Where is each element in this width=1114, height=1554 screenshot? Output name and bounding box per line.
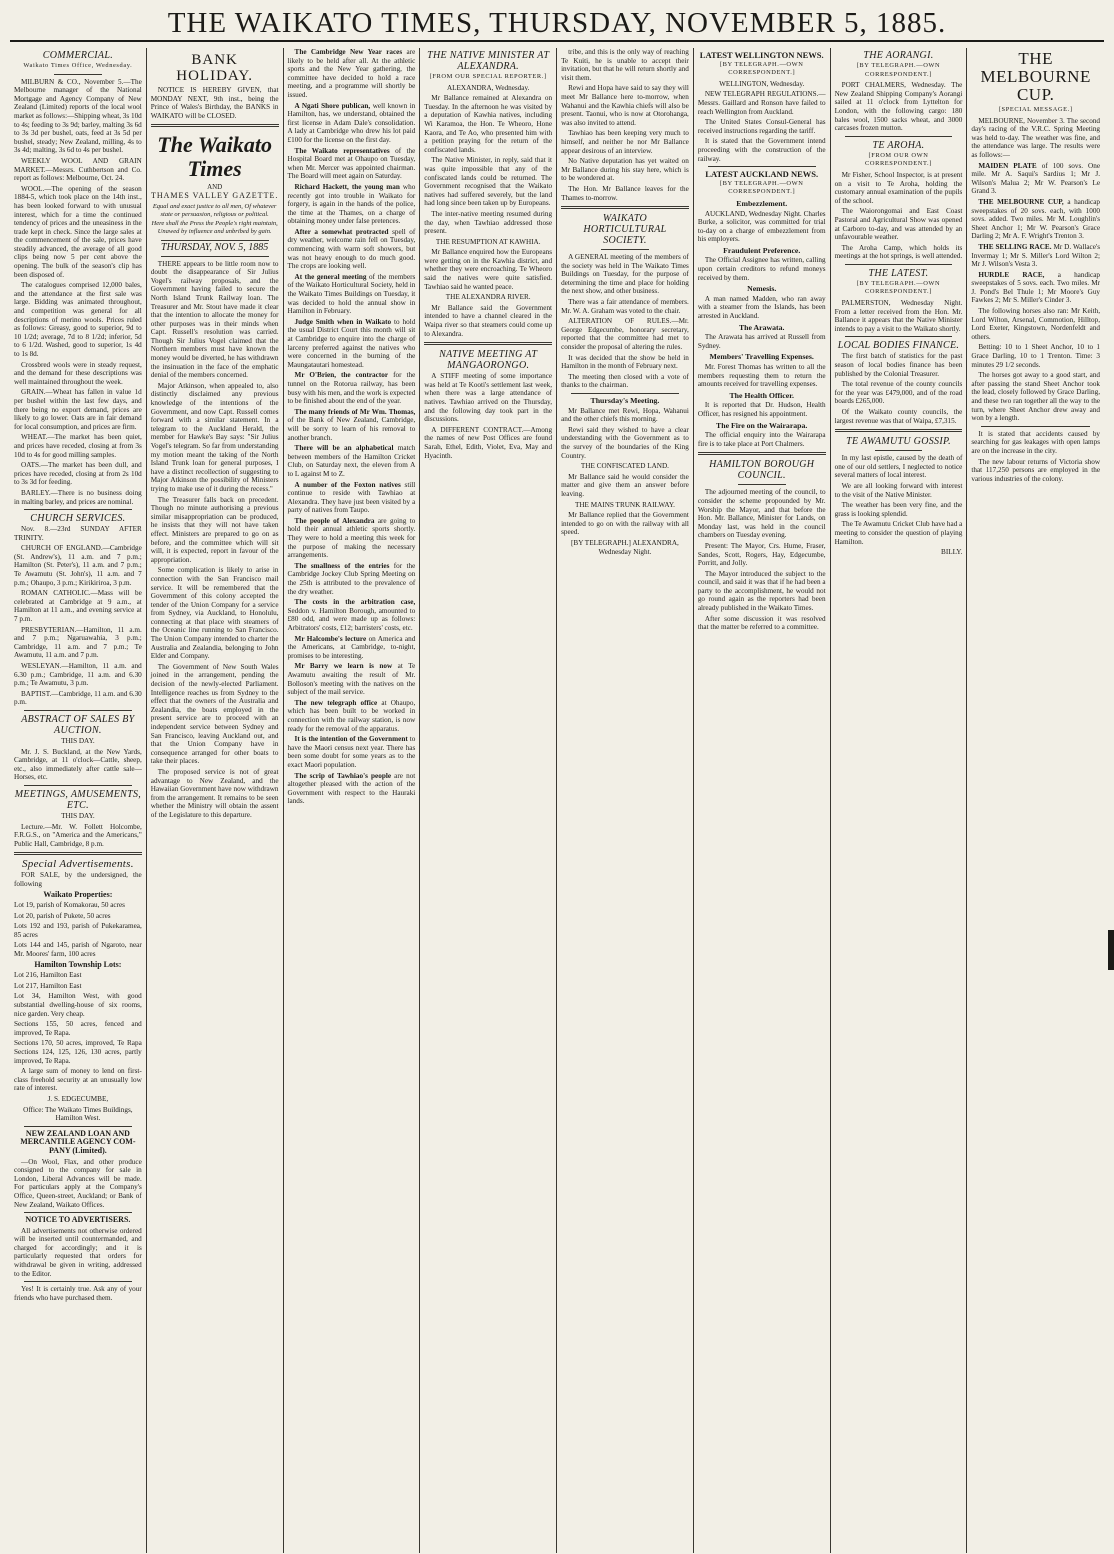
township-line: Sections 170, 50 acres, improved, Te Rapa Sections 124, 125, 126, 130 acres, partly improved, Te Rapa. — [14, 1039, 142, 1065]
church-line: ROMAN CATHOLIC.—Mass will be celebrated at Cambridge at 9 a.m., at Hamilton at 11 a.m., and evening service at 7 p.m. — [14, 589, 142, 624]
divider — [14, 852, 142, 855]
commercial-body — [14, 78, 142, 507]
divider — [54, 74, 102, 75]
paragraph: MILBURN & CO., November 5.—The Melbourne manager of the National Mortgage and Agency Company of New Zealand (Limited) reports of the local wool market as follows:—Shipping wheat, 3s 10d to 4s; feeding to 3s 9d; barley, malting 3s 6d to 3s 3d per bushel, oats, feed at 3s 5d per bushel, steady; New Zealand, milling, 4s to 3s 4d; malting, 3s 6d to 4s per bushel. — [14, 77, 142, 155]
paragraph: The inter-native meeting resumed during the day, when Tawhiao addressed those present. — [424, 209, 553, 236]
news-text: Seddon v. Hamilton Borough, amounted to £80 odd, and were made up as follows: Arbitrators' costs, £12; barristers' costs, etc. — [287, 606, 416, 632]
meetings-line: Lecture.—Mr. W. Follett Holcombe, F.R.G.S., on "America and the Americans," Public Hall, Cambridge, 8 p.m. — [14, 822, 142, 848]
news-item — [288, 318, 416, 370]
sales-line: THIS DAY. — [61, 736, 95, 745]
township-line: Lot 216, Hamilton East — [14, 971, 82, 980]
section-text: A man named Madden, who ran away with a steamer from the Islands, has been arrested in Auckland. — [697, 294, 826, 321]
newspaper-title: The Waikato Times — [157, 132, 272, 182]
news-text: still continue to reside with Tawhiao at Alexandra. They have just been visited by a party of natives from Taupo. — [287, 480, 416, 515]
news-lead: At the general meeting — [294, 272, 367, 281]
paragraph: The weather has been very fine, and the grass is looking splendid. — [834, 501, 963, 518]
race-item — [971, 162, 1100, 196]
page-edge-mark — [1108, 930, 1114, 970]
divider — [845, 264, 953, 265]
gossip-heading: TE AWAMUTU GOSSIP. — [846, 436, 951, 448]
paragraph: A GENERAL meeting of the members of the society was held in The Waikato Times Buildings on Tuesday, for the purpose of determining the time and place for holding the next show, and other business. — [561, 253, 689, 296]
news-lead: There will be an alphabetical — [294, 444, 394, 453]
church-line: PRESBYTERIAN.—Hamilton, 11 a.m. and 7 p.m.; Ngaruawahia, 3 p.m.; Cambridge, 11 a.m. and 7 p.m.; Te Awamutu, 11 a.m. and 7 p.m. — [14, 625, 142, 660]
divider — [981, 426, 1090, 427]
race-title: MAIDEN PLATE — [978, 161, 1037, 170]
section-text: Mr. Forest Thomas has written to all the members requesting them to return the amounts received for travelling expenses. — [697, 363, 826, 389]
section-title: Nemesis. — [747, 284, 777, 294]
news-item — [288, 183, 416, 226]
paragraph: We are all looking forward with interest to the visit of the Native Minister. — [834, 481, 963, 499]
race-text: a handicap sweepstakes of 5 sovs. each. Two miles. Mr J. Pond's Bel Thule 1; Mr Moore's Guy Fawkes 2; Mr S. Miller's Cinder 3. — [971, 270, 1101, 305]
race-text: a handicap sweepstakes of 20 sovs. each, with 1000 sovs. added. Two miles. Mr M. Loughlin's Sheet Anchor 1; Mr W. Pearson's Grace Darling 2; Mr A. F. Wright's Trenton 3. — [971, 197, 1101, 241]
paragraph: The United States Consul-General has received instructions regarding the tariff. — [697, 118, 826, 135]
paragraph: Of the Waikato county councils, the largest revenue was that of Waipa, £7,315. — [834, 408, 963, 425]
motto-2: Here shall the Press the People's right maintain, Unawed by influence and unbribed by gain. — [151, 219, 278, 236]
special-ads-heading: Special Advertisements. — [21, 858, 134, 871]
divider — [561, 206, 689, 209]
news-text: to hold the usual District Court this month will sit at Cambridge to enquire into the charge of larceny preferred against the natives who were concerned in the burning of the Maungatautari homestead. — [287, 317, 416, 369]
subheading: THE MAINS TRUNK RAILWAY. — [574, 500, 675, 509]
divider — [424, 342, 552, 345]
news-text: at Ohaupo, which has been built to be worked in connection with the railway station, is now ready for the removal of the apparatus. — [287, 698, 416, 733]
title-and: AND — [207, 183, 223, 192]
paragraph: NEW TELEGRAPH REGULATIONS.—Messrs. Gaillard and Ronson have failed to reach Wellington from Auckland. — [697, 90, 826, 116]
news-item — [288, 662, 416, 696]
divider — [698, 452, 826, 455]
sales-line: Mr. J. S. Buckland, at the New Yards, Cambridge, at 11 o'clock—Cattle, sheep, etc., also immediately after cattle sale—Horses, etc. — [14, 747, 142, 782]
paragraph: The following horses also ran: Mr Keith, Lord Wilton, Arsenal, Commotion, Hilltop, Lord Exeter, Kingstown, Nordenfeldt and others. — [971, 307, 1101, 341]
bank-holiday-heading: BANK HOLIDAY. — [176, 52, 254, 84]
race-item — [971, 243, 1100, 269]
divider — [24, 785, 132, 786]
paragraph: It was decided that the show be held in Hamilton in the month of February next. — [561, 353, 689, 371]
divider — [601, 249, 649, 250]
race-item — [971, 271, 1100, 305]
news-text: on America and the Americans, at Cambridge, to-night, promises to be interesting. — [287, 634, 416, 660]
section-title: The Fire on the Wairarapa. — [716, 420, 808, 430]
subheading: THE ALEXANDRA RIVER. — [445, 293, 531, 302]
news-item — [288, 228, 416, 271]
signoff: BILLY. — [941, 548, 963, 557]
paragraph: Rewi and Hopa have said to say they will meet Mr Ballance here to-morrow, when Wahanui and the Kawhia chiefs will also be present. Taonui, who is now at Otorohanga, was also invited to attend. — [561, 84, 689, 127]
news-item — [288, 48, 416, 100]
section-text: AUCKLAND, Wednesday Night. Charles Burke, a solicitor, was committed for trial to-day on a charge of embezzlement from his employers. — [697, 209, 826, 244]
aorangi-heading: THE AORANGI. — [863, 50, 934, 61]
race-item — [971, 198, 1100, 241]
section-text: The official enquiry into the Wairarapa fire is to take place at Port Chalmers. — [697, 431, 826, 448]
commercial-dek: Waikato Times Office, Wednesday. — [23, 62, 133, 69]
news-lead: Richard Hackett, the young man — [294, 182, 400, 191]
column-8 — [967, 48, 1104, 1553]
news-item — [288, 772, 416, 806]
township-line: Sections 155, 50 acres, fenced and improved, Te Rapa. — [14, 1020, 142, 1037]
church-heading: CHURCH SERVICES. — [30, 513, 126, 525]
section-title: Embezzlement. — [736, 198, 788, 208]
dateline: [BY TELEGRAPH.] ALEXANDRA, Wednesday Night. — [571, 538, 679, 556]
signer: J. S. EDGECUMBE, — [47, 1094, 109, 1103]
news-item — [288, 562, 416, 596]
melbourne-cup-heading: THE MELBOURNE CUP. — [980, 49, 1091, 104]
column-3 — [284, 48, 421, 1553]
news-item — [288, 147, 416, 181]
news-text: are not altogether pleased with the action of the Government with respect to the Hauraki lands. — [287, 771, 416, 806]
native-meeting-heading: NATIVE MEETING AT MANGAORONGO. — [439, 349, 538, 372]
paragraph: GRAIN.—Wheat has fallen in value 1d per bushel within the last few days, and there being no export demand, prices are likely to go lower. Oats are in fair demand for local consumption, and prices are firm. — [14, 388, 142, 431]
paragraph: WHEAT.—The market has been quiet, and prices have receded, closing at from 3s 10d to 4s for good milling samples. — [14, 433, 142, 459]
paragraph: Mr Ballance met Rewi, Hopa, Wahanui and the other chiefs this morning. — [561, 406, 689, 424]
column-6 — [694, 48, 831, 1553]
loan-text: A large sum of money to lend on first-class freehold security at an unusually low rate of interest. — [14, 1067, 142, 1093]
column-4 — [420, 48, 557, 1553]
auckland-heading: LATEST AUCKLAND NEWS. — [705, 169, 819, 180]
news-item — [288, 371, 416, 405]
news-lead: Mr Barry we learn is now — [294, 662, 393, 671]
column-7 — [831, 48, 968, 1553]
township-title: Hamilton Township Lots: — [34, 959, 122, 969]
race-text: of 100 sovs. One mile. Mr A. Saqui's Sardius 1; Mr J. Wilson's Malua 2; Mr W. Pearson's Le Grand 3. — [971, 161, 1101, 196]
paragraph: No Native deputation has yet waited on Mr Ballance during his stay here, which is to be wondered at. — [561, 157, 689, 183]
aorangi-dek: [BY TELEGRAPH.—OWN CORRESPONDENT.] — [856, 62, 941, 78]
finance-heading: LOCAL BODIES FINANCE. — [837, 340, 960, 352]
section-title: Members' Travelling Expenses. — [709, 352, 814, 362]
properties-title: Waikato Properties: — [43, 889, 113, 899]
news-text: are going to hold their annual athletic sports shortly. They were to hold a meeting this week for the purpose of making the necessary arrangements. — [287, 516, 416, 560]
news-item — [288, 598, 416, 632]
news-item — [288, 517, 416, 560]
paragraph: Mr Ballance said the Government intended to have a channel cleared in the Waipa river so that steamers could come up to Alexandra. — [424, 303, 553, 338]
subheading: THE RESUMPTION AT KAWHIA. — [435, 237, 541, 246]
race-title: THE SELLING RACE. — [978, 242, 1052, 251]
news-item — [288, 273, 416, 316]
subheading: THE CONFISCATED LAND. — [580, 462, 669, 471]
news-text: well known in Hamilton, has, we understand, obtained the first license in Adam Dale's consolidation. A lady at Cambridge who drew his lot paid £100 for the license on the first day. — [287, 101, 416, 144]
paragraph: In my last epistle, caused by the death of one of our old settlers, I neglected to notice several matters of local interest. — [834, 454, 963, 480]
paragraph: The horses got away to a good start, and after passing the stand Sheet Anchor took the lead, closely followed by Grace Darling, and these two ran together all the way to the turn, where Sheet Anchor drew away and won by a length. — [971, 371, 1101, 423]
section-text: The Arawata has arrived at Russell from Sydney. — [697, 333, 826, 350]
church-line: WESLEYAN.—Hamilton, 11 a.m. and 6.30 p.m.; Cambridge, 11 a.m. and 6.30 p.m.; Te Awamutu, 3 p.m. — [14, 662, 142, 688]
divider — [571, 393, 679, 394]
te-aroha-heading: TE AROHA. — [872, 139, 925, 151]
paragraph: OATS.—The market has been dull, and prices have receded, closing at from 2s 10d to 3s 3d for feeding. — [14, 461, 142, 487]
paragraph: The Waiorongomai and East Coast Pastoral and Agricultural Show was opened at Carboro to-day, and was attended by an unfavourable weather. — [834, 207, 963, 242]
section-title: Fraudulent Preference. — [723, 245, 801, 255]
meetings-line: THIS DAY. — [61, 811, 95, 820]
paragraph: After some discussion it was resolved that the matter be referred to a committee. — [697, 614, 826, 632]
column-5 — [557, 48, 694, 1553]
news-lead: The many friends of Mr Wm. Thomas, — [294, 407, 416, 416]
paragraph: Mr Ballance said he would consider the matter and give them an answer before leaving. — [561, 472, 689, 498]
news-text: who recently got into trouble in Waikato for forgery, is again in the hands of the police, the time at the Thames, on a charge of obtaining money under false pretences. — [287, 182, 416, 226]
divider — [875, 450, 923, 451]
paragraph: The Hon. Mr Ballance leaves for the Thames to-morrow. — [561, 184, 689, 202]
news-lead: It is the intention of the Government — [294, 735, 408, 744]
property-line: Lots 144 and 145, parish of Ngaroto, near Mr. Moores' farm, 100 acres — [14, 941, 142, 959]
race-text: Mr D. Wallace's Invermay 1; Mr S. Miller's Lord Wilton 2; Mr J. Wilson's Vesta 3. — [971, 242, 1101, 269]
church-line: BAPTIST.—Cambridge, 11 a.m. and 6.30 p.m. — [14, 689, 142, 707]
divider — [161, 240, 269, 241]
paragraph: The Aroha Camp, which holds its meetings at the hot springs, is well attended. — [834, 243, 963, 261]
news-item — [288, 444, 416, 478]
news-text: spell of dry weather, welcome rain fell on Tuesday, commencing with warm soft showers, but was not heavy enough to do much good. The crops are looking well. — [287, 227, 416, 271]
news-item — [288, 635, 416, 661]
bank-holiday-text: NOTICE IS HEREBY GIVEN, that MONDAY NEXT, 9th inst., being the Prince of Wales's Birthday, the BANKS in WAIKATO will be CLOSED. — [150, 86, 279, 120]
paragraph: It is stated that accidents caused by searching for gas leakages with open lamps are on the increase in the city. — [971, 429, 1101, 455]
news-lead: The people of Alexandra — [294, 516, 375, 525]
paragraph: The Mayor introduced the subject to the council, and said it was that if he had been a party to the accomplishment, he would not go round again as the reporters had been already published in the Waikato Times. — [697, 569, 826, 613]
divider — [24, 1281, 132, 1282]
news-lead: The costs in the arbitration case, — [294, 598, 416, 607]
news-lead: The smallness of the entries — [294, 561, 390, 570]
township-line: Lot 217, Hamilton East — [14, 981, 82, 990]
paragraph: The proposed service is not of great advantage to New Zealand, and the Hawaiian Government have now withdrawn from the arrangement. It remains to be seen whether the Ministry will obtain the assent of the Legislature to this departure. — [150, 767, 279, 819]
council-heading: HAMILTON BOROUGH COUNCIL. — [709, 459, 815, 482]
paragraph: The adjourned meeting of the council, to consider the scheme propounded by Mr. Worship the Mayor, and that before the Hon. Mr. Ballance, Minister for Lands, on Monday last, was held in the council chambers on Tuesday evening. — [697, 488, 826, 540]
wellington-heading: LATEST WELLINGTON NEWS. — [699, 50, 824, 60]
news-item — [288, 699, 416, 733]
tail-text: Yes! It is certainly true. Ask any of your friends who have purchased them. — [14, 1285, 142, 1302]
news-text: are likely to be held after all. At the athletic sports and the New Year gathering, the committee have decided to hold a race meeting, and a programme will shortly be issued. — [287, 48, 416, 99]
paragraph: The total revenue of the county councils for the year was £479,000, and of the road boards £265,000. — [834, 380, 963, 406]
property-line: Lots 192 and 193, parish of Pukekaramea, 85 acres — [14, 922, 142, 939]
divider — [24, 1126, 132, 1127]
paragraph: Some complication is likely to arise in connection with the San Francisco mail service. It will be remembered that the Government of this colony accepted the tender of the Union Company for a service from Sydney, via Auckland, to Honolulu, connecting at that place with steamers of the Oceanic line running to San Francisco. The Union Company intended to charter the Australia and Zealandia, belonging to John Elder and Company. — [150, 566, 279, 661]
news-item — [288, 408, 416, 442]
divider — [24, 710, 132, 711]
paragraph: The Treasurer falls back on precedent. Though no minute authorising a previous similar misappropriation can be produced, he insists that they will not have taken effect. Ministers are prepared to go on as before, and the committee which will sit will, it is expected, report in favour of the appropriation. — [150, 495, 279, 564]
paragraph: Rewi said they wished to have a clear understanding with the Government as to the survey of the boundaries of the King Country. — [561, 425, 689, 460]
news-lead: A Ngati Shore publican, — [294, 101, 371, 110]
paragraph: PALMERSTON, Wednesday Night. From a letter received from the Hon. Mr. Ballance it appears that the Native Minister intends to pay a visit to the Waikato shortly. — [834, 299, 963, 333]
paragraph: WEEKLY WOOL AND GRAIN MARKET.—Messrs. Cuthbertson and Co. report as follows: Melbourne, Oct. 24. — [14, 156, 142, 183]
paragraph: A DIFFERENT CONTRACT.—Among the names of new Post Offices are found Sarah, Ethel, Edith, Violet, Eva, May and Hyacinth. — [424, 425, 553, 460]
news-text: for the Cambridge Jockey Club Spring Meeting on the 25th is attributed to the prevalence of the dry weather. — [287, 561, 416, 596]
section-title: The Health Officer. — [729, 390, 794, 400]
news-text: of the Hospital Board met at Ohaupo on Tuesday, when Mr. Mercer was appointed chairman. The Board will meet again on Saturday. — [287, 146, 416, 181]
nz-loan-text: —On Wool, Flax, and other produce consigned to the company for sale in London, Liberal Advances will be made. For particulars apply at the Company's Office, Queen-street, Auckland; or Bank of New Zealand, Waikato Offices. — [14, 1157, 142, 1209]
latest-heading: THE LATEST. — [868, 267, 929, 279]
paragraph: There was a fair attendance of members. Mr. W. A. Graham was voted to the chair. — [561, 298, 689, 315]
office: Office: The Waikato Times Buildings, Hamilton West. — [23, 1105, 133, 1123]
notice-text: All advertisements not otherwise ordered will be inserted until countermanded, and charged for accordingly; and it is particularly requested that orders for withdrawal be given in writing, addressed to the Editor. — [14, 1226, 142, 1278]
news-text: at Te Awamutu awaiting the result of Mr. Bolloson's meeting with the natives on the subject of the mail service. — [287, 662, 416, 697]
paragraph: ALTERATION OF RULES.—Mr. George Edgecumbe, honorary secretary, reported that the committee had met to consider the proposal of altering the rules. — [561, 317, 689, 352]
property-line: Lot 19, parish of Komakorau, 50 acres — [14, 901, 125, 910]
dateline: WELLINGTON, Wednesday. — [719, 79, 805, 88]
paragraph: THERE appears to be little room now to doubt the disappearance of Sir Julius Vogel's railway proposals, and the Government having failed to secure the North Island Trunk Railway loan. The Treasurer and Mr. Stout have made it clear that the intention to allocate the money for other purposes was in their minds when Capt. Russell's resolution was carried. Though Sir Julius Vogel claimed that the Northern members must have known the money would be diverted, he has withdrawn the insinuation in the face of the emphatic denial of the members concerned. — [150, 259, 279, 380]
native-minister-dek: [FROM OUR SPECIAL REPORTER.] — [429, 73, 547, 80]
paragraph: A STIFF meeting of some importance was held at Te Kooti's settlement last week, when there was a large attendance of natives. Tawhiao arrived on the Thursday, and the following day took part in the discussions. — [424, 372, 553, 424]
paragraph: Mr Ballance replied that the Government intended to go on with the railway with all speed. — [561, 511, 689, 537]
race-title: THE MELBOURNE CUP, — [978, 197, 1064, 206]
news-text: for the tunnel on the Rotorua railway, has been busy with his men, and the work is expected to be finished about the end of the year. — [287, 371, 416, 406]
paragraph: Mr Ballance remained at Alexandra on Tuesday. In the afternoon he was visited by a deputation of Kawhia natives, including Wi Karamoa, the Hon. Te Wheoro, Hone Kaora, and Te Ao, who presented him with a petition praying for the return of the confiscated lands. — [424, 94, 553, 154]
divider — [845, 136, 953, 137]
paragraph: Mr Fisher, School Inspector, is at present on a visit to Te Aroha, holding the customary annual examination of the pupils of the school. — [834, 170, 963, 205]
paragraph: The Te Awamutu Cricket Club have had a meeting to consider the question of playing Hamilton. — [834, 520, 963, 546]
paragraph: WOOL.—The opening of the season 1884-5, which took place on the 14th inst., has been looked forward to with unusual interest, which for a time the continued tendency of prices and the uneasiness in the trade kept in check. Since the large sales at the commencement of the sale, prices have steadily advanced, the average of all good clips being now 5 per cent above the opening. The bulk of the season's clip has been disposed of. — [14, 184, 142, 279]
news-lead: Mr Halcombe's lecture — [294, 634, 367, 643]
auckland-dek: [BY TELEGRAPH.—OWN CORRESPONDENT.] — [719, 179, 804, 196]
news-item — [288, 735, 416, 769]
paragraph: Present: The Mayor, Crs. Hume, Fraser, Sandes, Scott, Rogers, Hay, Edgecumbe, Porritt, and Jolly. — [697, 541, 826, 568]
paragraph: The meeting then closed with a vote of thanks to the chairman. — [561, 372, 689, 390]
news-lead: The scrip of Tawhiao's people — [294, 771, 392, 780]
column-1 — [10, 48, 147, 1553]
section-title: The Arawata. — [738, 322, 785, 332]
paragraph: Major Atkinson, when appealed to, also distinctly disclaimed any previous knowledge of the intentions of the Government, and now Capt. Russell comes forward with a similar statement. In a telegram to the Auckland Herald, the member for Hawke's Bay says: "Sir Julius Vogel's telegram. So far from understanding my motion meant the taking of the North Island Trunk loan for general purposes, I have a distinct recollection of suggesting to Major Atkinson the possibility of Ministers trying to make use of it during the recess." — [150, 381, 279, 493]
for-sale-intro: FOR SALE, by the undersigned, the following — [14, 871, 142, 888]
horticultural-heading: WAIKATO HORTICULTURAL SOCIETY. — [583, 213, 667, 247]
thursday-meeting-heading: Thursday's Meeting. — [590, 396, 660, 405]
commercial-heading: COMMERCIAL. — [42, 50, 113, 61]
news-text: to have the Maori census next year. There has been some doubt for some years as to the exact Maori population. — [287, 735, 416, 769]
paragraph: Betting: 10 to 1 Sheet Anchor, 10 to 1 Grace Darling, 10 to 1 Trenton. Time: 3 minutes 29 1/2 seconds. — [971, 343, 1101, 369]
paragraph: ALEXANDRA, Wednesday. — [446, 83, 530, 92]
paragraph: Crossbred wools were in steady request, and the demand for these descriptions was well maintained throughout the week. — [14, 360, 142, 386]
news-item — [288, 481, 416, 515]
news-lead: After a somewhat protracted — [294, 227, 389, 236]
news-lead: A number of the Foxton natives — [294, 480, 401, 489]
paragraph: The catalogues comprised 12,000 bales, and the attendance at the first sale was large. Bidding was animated throughout, and competition was general for all descriptions of merino wools. Prices ruled as follows: Greasy, good to superior, 9d to 10 1/2d; average, 7d to 8 1/2d; inferior, 5d to 6 1/2d. Washed, good to superior, 1s 4d to 1s 8d. — [14, 281, 142, 358]
news-lead: The new telegraph office — [294, 698, 378, 707]
divider — [24, 509, 132, 510]
native-minister-heading: THE NATIVE MINISTER AT ALEXANDRA. — [427, 50, 550, 72]
news-item — [288, 102, 416, 145]
paragraph: It is stated that the Government intend proceeding with the construction of the railway. — [697, 137, 826, 163]
motto: Equal and exact justice to all men, Of whatever state or persuasion, religious or political. — [152, 202, 277, 219]
divider — [708, 166, 816, 167]
sales-heading: ABSTRACT OF SALES BY AUCTION. — [21, 713, 135, 736]
divider — [24, 1212, 132, 1213]
divider — [845, 336, 953, 337]
column-2 — [147, 48, 284, 1553]
news-text: of the members of the Waikato Horticultural Society, held in the Waikato Times Buildings on Tuesday, it was decided to hold the annual show in Hamilton in February. — [287, 272, 416, 316]
news-lead: Judge Smith when in Waikato — [294, 317, 392, 326]
latest-dek: [BY TELEGRAPH.—OWN CORRESPONDENT.] — [856, 279, 941, 296]
paragraph: PORT CHALMERS, Wednesday. The New Zealand Shipping Company's Aorangi sailed at 11 o'clock from Lyttelton for London, with the following cargo: 180 bales wool, 1500 sacks wheat, and 3000 carcases frozen mutton. — [834, 81, 963, 133]
section-text: The Official Assignee has written, calling upon certain creditors to refund moneys received by them. — [697, 256, 826, 282]
church-line: CHURCH OF ENGLAND.—Cambridge (St. Andrew's), 11 a.m. and 7 p.m.; Hamilton (St. Peter's), 11 a.m. and 7 p.m.; Te Awamutu (St. John's), 11 a.m. and 7 p.m.; Ohaupo, 3 p.m.; Kirikiriroa, 3 p.m. — [14, 544, 142, 587]
meetings-heading: MEETINGS, AMUSEMENTS, ETC. — [14, 788, 142, 811]
paragraph: The Native Minister, in reply, said that it was quite impossible that any of the confiscated lands could be returned. The Government recognised that the Waikato natives had suffered severely, but the land had long since been taken up by Europeans. — [424, 156, 553, 208]
paragraph: The Government of New South Wales joined in the arrangement, pending the decision of the newly-elected Parliament. Intelligence reaches us from Sydney to the effect that the owners of the Australia and Zealandia, the boats employed in the present service are to proceed with an independent service between Sydney and San Francisco, leaving Auckland out, and that the Union Company have in consequence arranged for other boats to take their places. — [150, 662, 279, 766]
melbourne-cup-dek: [SPECIAL MESSAGE.] — [998, 106, 1073, 113]
paragraph: BARLEY.—There is no business doing in malting barley, and prices are nominal. — [14, 488, 142, 506]
issue-date: THURSDAY, NOV. 5, 1885 — [161, 241, 269, 253]
nz-loan-title: NEW ZEALAND LOAN AND MERCANTILE AGENCY COM-PANY (Limited). — [20, 1128, 136, 1155]
paragraph: Mr Ballance enquired how the Europeans were getting on in the Kawhia district, and whether they were encroaching. Te Wheoro said the natives were quite satisfied. Tawhiao said he wanted peace. — [424, 248, 553, 291]
paragraph: MELBOURNE, November 3. The second day's racing of the V.R.C. Spring Meeting was held to-day. The weather was fine, and the attendance was large. The results were as follows:— — [971, 116, 1101, 159]
church-line: Nov. 8.—23rd SUNDAY AFTER TRINITY. — [14, 525, 142, 542]
wellington-dek: [BY TELEGRAPH.—OWN CORRESPONDENT.] — [719, 60, 804, 77]
paragraph: The first batch of statistics for the past season of local bodies finance has been published by the Colonial Treasurer. — [834, 352, 963, 378]
masthead: THE WAIKATO TIMES, THURSDAY, NOVEMBER 5, 1885. — [10, 6, 1104, 42]
paragraph: The new labour returns of Victoria show that 117,250 persons are employed in the various industries of the colony. — [971, 457, 1101, 483]
divider — [151, 124, 279, 127]
divider — [738, 484, 786, 485]
notice-title: NOTICE TO ADVERTISERS. — [25, 1215, 131, 1225]
te-aroha-dek: [FROM OUR OWN CORRESPONDENT.] — [865, 151, 932, 168]
paragraph: Tawhiao has been keeping very much to himself, and neither he nor Mr Ballance appear desirous of an interview. — [561, 129, 689, 155]
columns — [10, 48, 1104, 1553]
news-lead: The Waikato representatives — [294, 146, 390, 155]
section-text: It is reported that Dr. Hudson, Health Officer, has resigned his appointment. — [697, 401, 826, 418]
township-line: Lot 34, Hamilton West, with good substantial dwelling-house of six rooms, nice garden. Very cheap. — [14, 992, 142, 1018]
divider — [835, 429, 963, 432]
race-title: HURDLE RACE, — [978, 270, 1045, 279]
divider — [161, 256, 269, 257]
newspaper-subtitle: THAMES VALLEY GAZETTE. — [150, 190, 279, 200]
news-lead: Mr O'Brien, the contractor — [294, 371, 389, 380]
paragraph: tribe, and this is the only way of reaching Te Kuiti, he is unable to accept their invitation, but that he will return shortly and visit them. — [561, 48, 689, 82]
news-text: match between members of the Hamilton Cricket Club, on Saturday next, the eleven from A to L against M to Z. — [287, 444, 416, 478]
news-lead: The Cambridge New Year races — [294, 48, 403, 56]
property-line: Lot 20, parish of Pukete, 50 acres — [14, 911, 111, 920]
news-text: of the Bank of New Zealand, Cambridge, will be sorry to learn of his removal to another branch. — [287, 416, 416, 442]
